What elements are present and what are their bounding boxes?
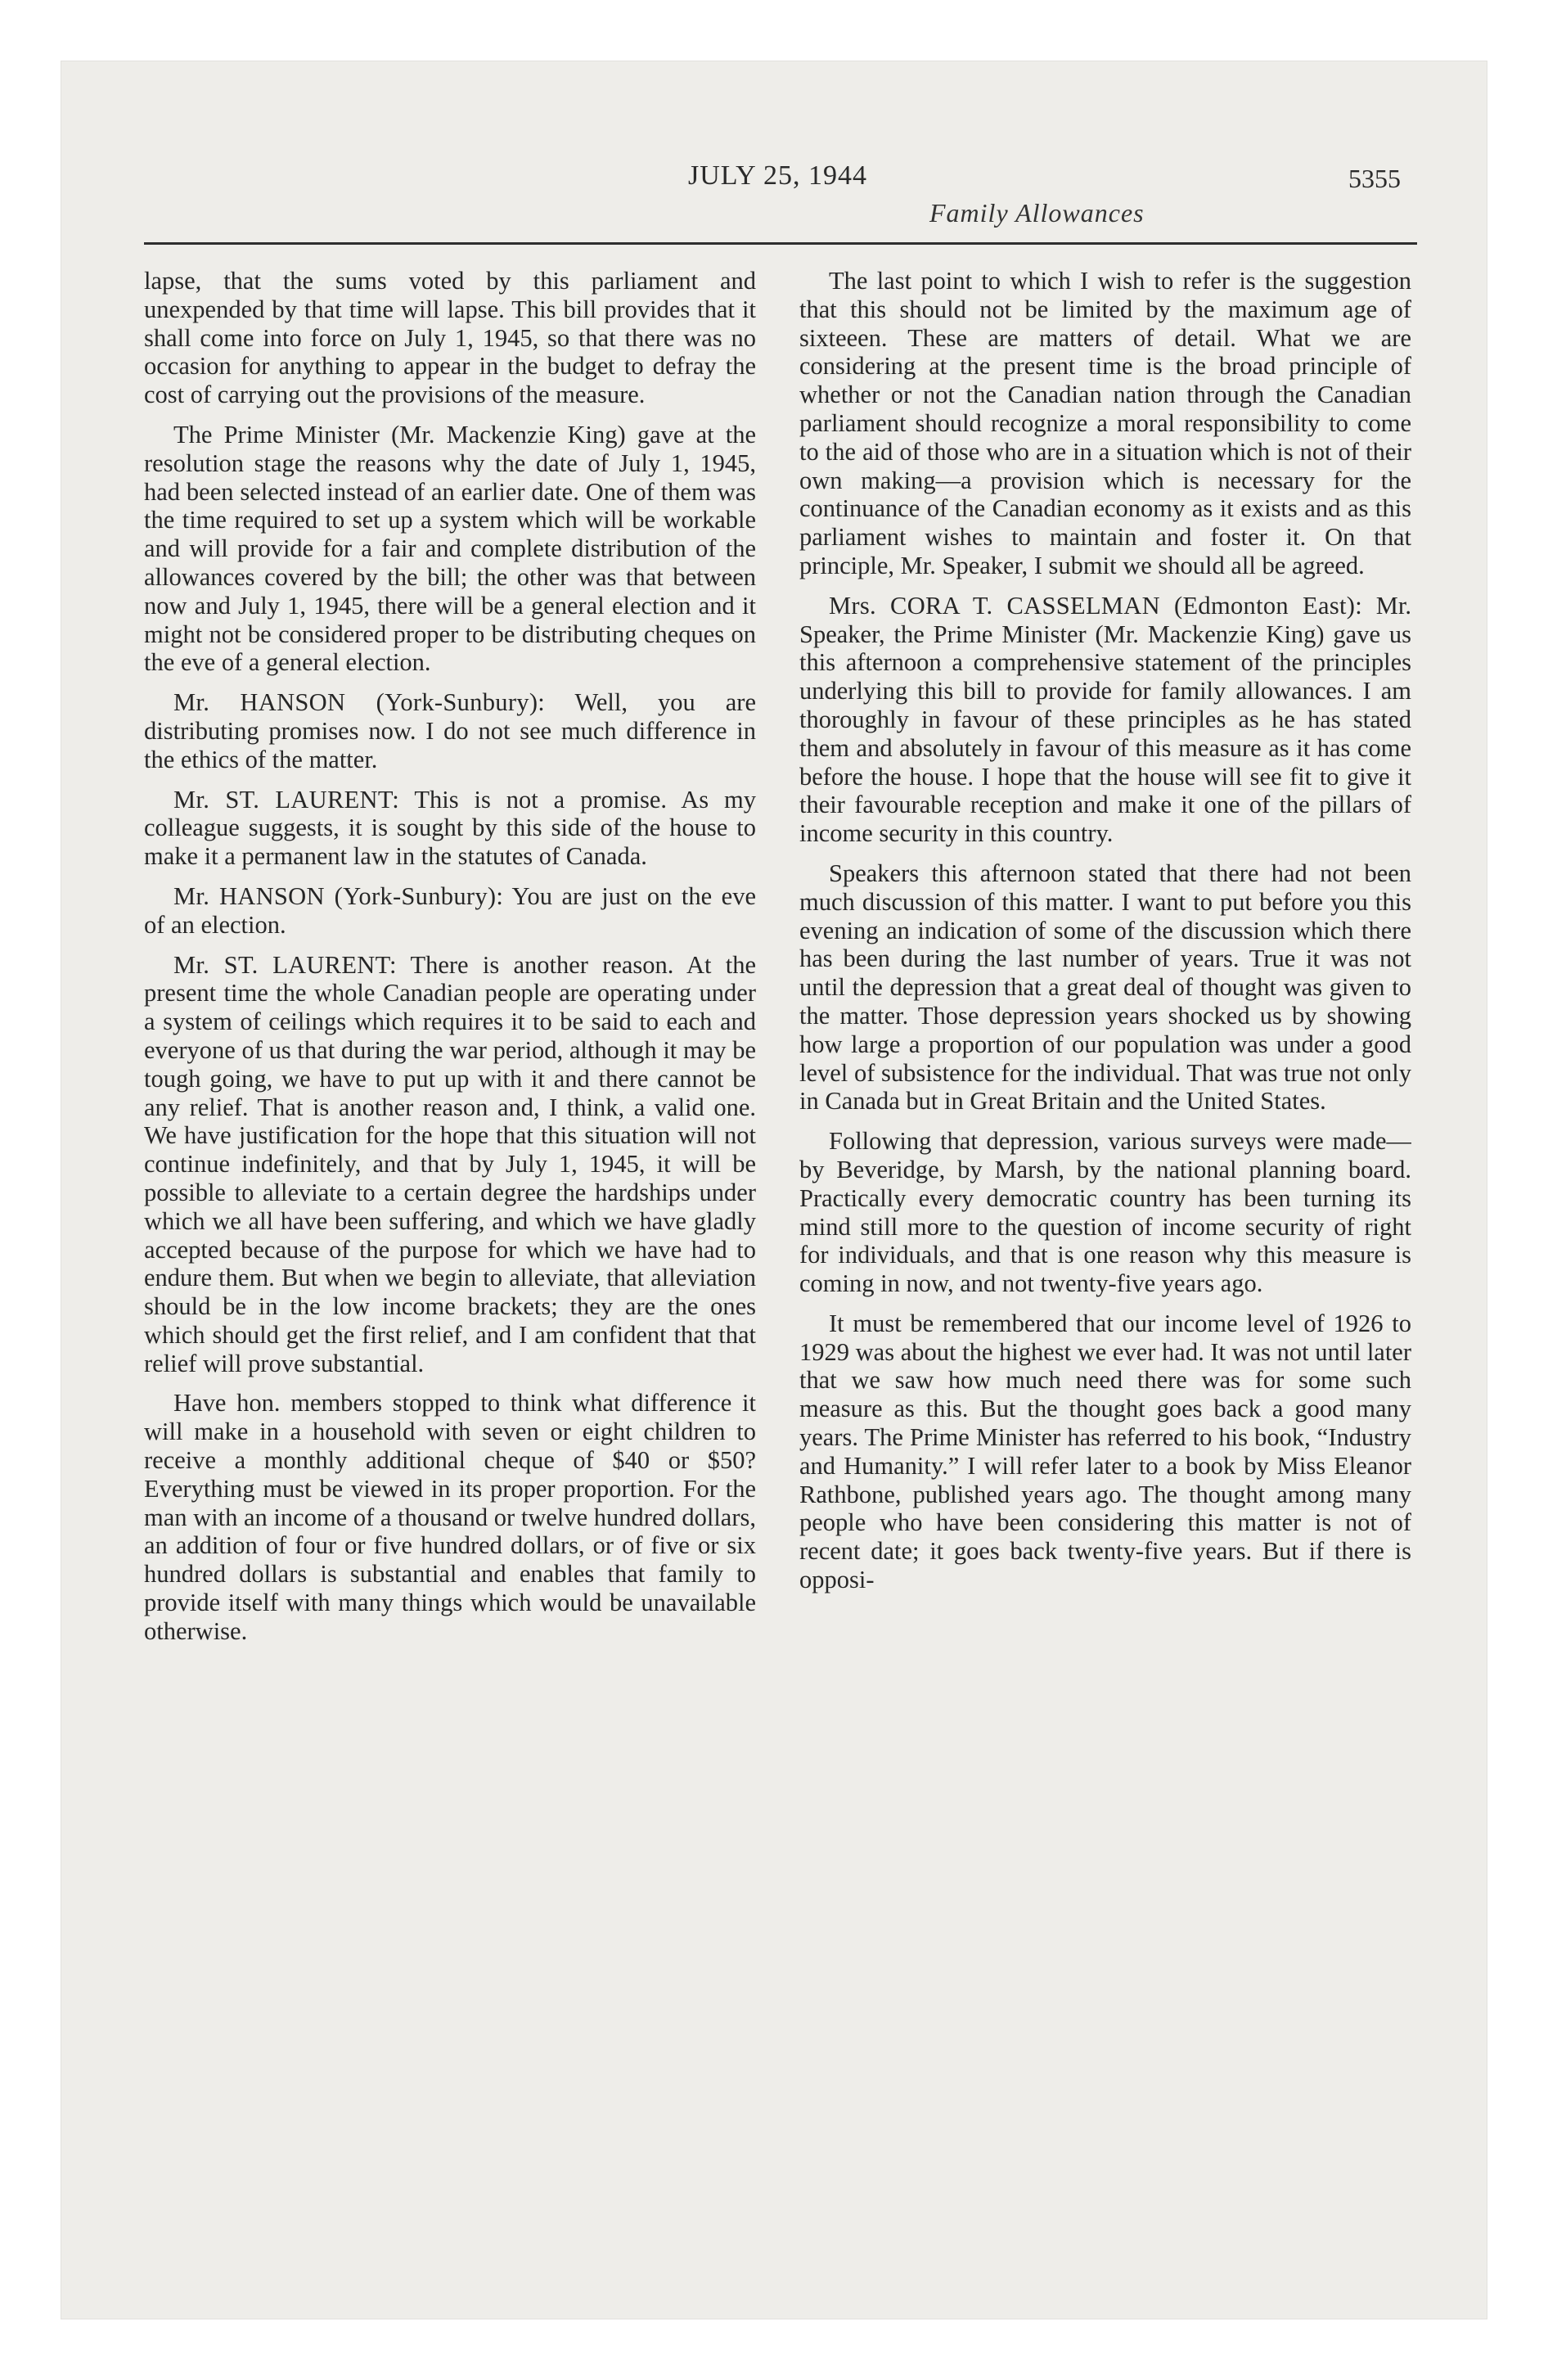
- header-page-number: 5355: [1348, 164, 1401, 193]
- left-paragraph-4: [144, 786, 756, 871]
- speech-text: Well, you are distributing promises now. I do not see much difference in the ethics of the matter.: [144, 688, 756, 773]
- left-column: [144, 267, 756, 2182]
- header-section-title: Family Allowances: [929, 198, 1145, 228]
- speech-text: Mr. Speaker, the Prime Minister (Mr. Mackenzie King) gave us this afternoon a comprehensive statement of the principles underlying this bill to provide for family allowances. I am thoroughly in favour of these principles as he has stated them and absolutely in favour of this measure as it has come before the house. I hope that the house will see fit to give it their favourable reception and make it one of the pillars of income security in this country.: [799, 591, 1411, 848]
- right-paragraph-4: Following that depression, various surveys were made—by Beveridge, by Marsh, by the national planning board. Practically every democratic country has been turning its mind still more to the question of income security of right for individuals, and that is one reason why this measure is coming in now, and not twenty-five years ago.: [799, 1127, 1411, 1298]
- left-paragraph-7: Have hon. members stopped to think what difference it will make in a household with seven or eight children to receive a monthly additional cheque of $40 or $50? Everything must be viewed in its proper proportion. For the man with an income of a thousand or twelve hundred dollars, an addition of four or five hundred dollars, or of five or six hundred dollars is substantial and enables that family to provide itself with many things which would be unavailable otherwise.: [144, 1389, 756, 1645]
- left-paragraph-5: [144, 882, 756, 940]
- speaker-name: Mrs. CORA T. CASSELMAN (Edmonton East):: [829, 591, 1362, 620]
- speaker-name: Mr. HANSON (York-Sunbury):: [173, 881, 504, 910]
- left-paragraph-1: lapse, that the sums voted by this parliament and unexpended by that time will lapse. This bill provides that it shall come into force on July 1, 1945, so that there was no occasion for anything to appear in the budget to defray the cost of carrying out the provisions of the measure.: [144, 267, 756, 409]
- right-column: [799, 267, 1411, 2182]
- speaker-name: Mr. ST. LAURENT:: [173, 785, 400, 814]
- header-rule: [144, 242, 1417, 245]
- page-header: [144, 152, 1417, 242]
- speech-text: You are just on the eve of an election.: [144, 881, 756, 939]
- right-paragraph-5: It must be remembered that our income level of 1926 to 1929 was about the highest we ever had. It was not until later that we saw how much need there was for some such measure as this. But the thought goes back a good many years. The Prime Minister has referred to his book, “Industry and Humanity.” I will refer later to a book by Miss Eleanor Rathbone, published years ago. The thought among many people who have been considering this matter is not of recent date; it goes back twenty-five years. But if there is opposi-: [799, 1309, 1411, 1594]
- header-date: JULY 25, 1944: [688, 160, 867, 191]
- speaker-name: Mr. HANSON (York-Sunbury):: [173, 688, 546, 717]
- left-paragraph-2: The Prime Minister (Mr. Mackenzie King) gave at the resolution stage the reasons why the date of July 1, 1945, had been selected instead of an earlier date. One of them was the time required to set up a system which will be workable and will provide for a fair and complete distribution of the allowances covered by the bill; the other was that between now and July 1, 1945, there will be a general election and it might not be considered proper to be distributing cheques on the eve of a general election.: [144, 420, 756, 677]
- right-paragraph-2: [799, 592, 1411, 848]
- speaker-name: Mr. ST. LAURENT:: [173, 950, 397, 979]
- left-paragraph-6: [144, 951, 756, 1378]
- right-paragraph-3: Speakers this afternoon stated that there had not been much discussion of this matter. I want to put before you this evening an indication of some of the discussion which there has been during the last number of years. True it was not until the depression that a great deal of thought was given to the matter. Those depression years shocked us by showing how large a proportion of our population was under a good level of subsistence for the individual. That was true not only in Canada but in Great Britain and the United States.: [799, 859, 1411, 1116]
- left-paragraph-3: [144, 688, 756, 773]
- speech-text: This is not a promise. As my colleague suggests, it is sought by this side of the house to make it a permanent law in the statutes of Canada.: [144, 785, 756, 871]
- speech-text: There is another reason. At the present time the whole Canadian people are operating under a system of ceilings which requires it to be said to each and everyone of us that during the war period, although it may be tough going, we have to put up with it and there cannot be any relief. That is another reason and, I think, a valid one. We have justification for the hope that this situation will not continue indefinitely, and that by July 1, 1945, it will be possible to alleviate to a certain degree the hardships under which we all have been suffering, and which we have gladly accepted because of the purpose for which we have had to endure them. But when we begin to alleviate, that alleviation should be in the low income brackets; they are the ones which should get the first relief, and I am confident that that relief will prove substantial.: [144, 950, 756, 1377]
- right-paragraph-1: The last point to which I wish to refer is the suggestion that this should not be limited by the maximum age of sixteeen. These are matters of detail. What we are considering at the present time is the broad principle of whether or not the Canadian nation through the Canadian parliament should recognize a moral responsibility to come to the aid of those who are in a situation which is not of their own making—a provision which is necessary for the continuance of the Canadian economy as it exists and as this parliament wishes to maintain and foster it. On that principle, Mr. Speaker, I submit we should all be agreed.: [799, 267, 1411, 579]
